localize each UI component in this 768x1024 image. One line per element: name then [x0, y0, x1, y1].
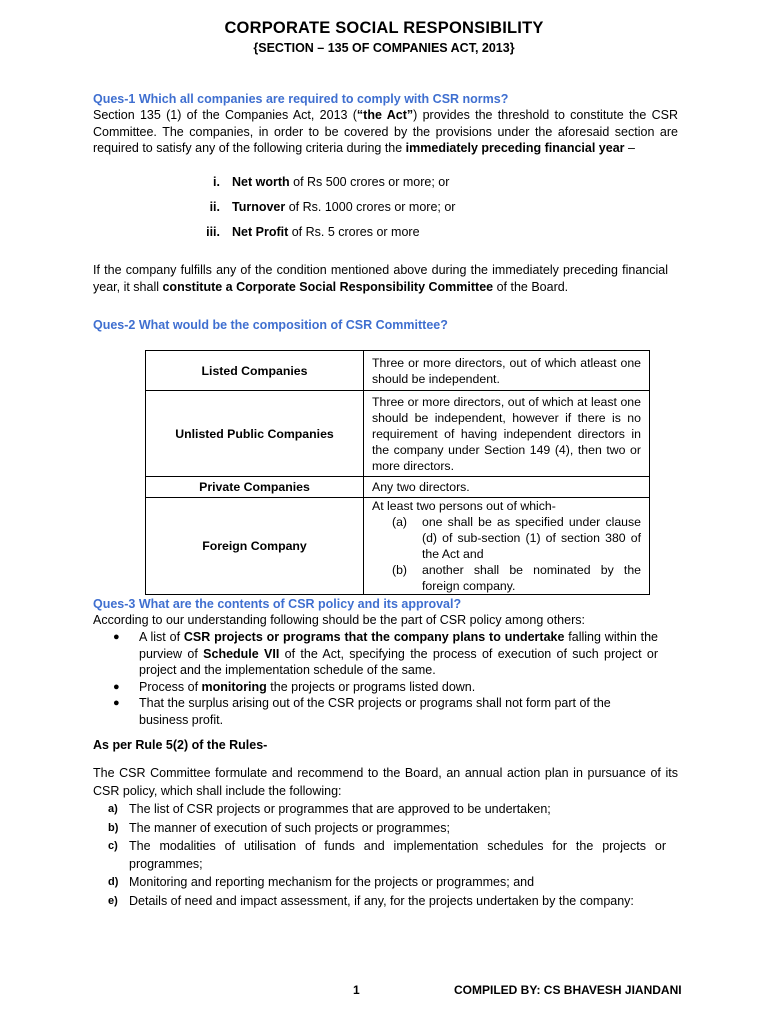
list-item: e) Details of need and impact assessment, if any, for the projects undertaken by the company:	[108, 893, 634, 908]
page-number: 1	[353, 983, 360, 997]
composition-cell: Three or more directors, out of which at least one should be independent, however if there is no requirement of having independent directors in the company under Section 149 (4), then two or more directors.	[364, 391, 650, 477]
criteria-list	[190, 174, 590, 249]
list-item: (b) another shall be nominated by the foreign company.	[392, 563, 641, 593]
action-plan-list	[108, 801, 666, 911]
table-row	[146, 498, 650, 595]
company-type-cell: Unlisted Public Companies	[146, 391, 364, 477]
question-1-heading: Ques-1 Which all companies are required to comply with CSR norms?	[93, 92, 509, 106]
list-item: c) The modalities of utilisation of funds and implementation schedules for the projects or programmes;	[108, 839, 666, 871]
company-type-cell: Foreign Company	[146, 498, 364, 595]
list-item: ● A list of CSR projects or programs that the company plans to undertake falling within the purview of Schedule VII of the Act, specifying the process of execution of such project or project and the implementation schedule of the same.	[113, 630, 658, 677]
rule-heading: As per Rule 5(2) of the Rules-	[93, 738, 268, 752]
company-type-cell: Listed Companies	[146, 351, 364, 391]
compiled-by: COMPILED BY: CS BHAVESH JIANDANI	[454, 983, 682, 997]
question-1-intro: Section 135 (1) of the Companies Act, 2013 (“the Act”) provides the threshold to constitute the CSR Committee. The companies, in order to be covered by the provisions under the aforesaid section are required to satisfy any of the following criteria during the immediately preceding financial year –	[93, 108, 679, 155]
list-item: ● Process of monitoring the projects or programs listed down.	[113, 679, 476, 694]
document-subtitle: {SECTION – 135 OF COMPANIES ACT, 2013}	[253, 41, 515, 55]
table-row	[146, 391, 650, 477]
foreign-company-sublist	[372, 514, 641, 594]
question-3-intro: According to our understanding following should be the part of CSR policy among others:	[93, 613, 585, 627]
criteria-number: i.	[213, 175, 220, 189]
criteria-item: ii. Turnover of Rs. 1000 crores or more; or	[190, 199, 590, 224]
list-item: ● That the surplus arising out of the CSR projects or programs shall not form part of the business profit.	[113, 696, 611, 727]
list-item: (a) one shall be as specified under clause (d) of sub-section (1) of section 380 of the Act and	[392, 515, 641, 561]
table-row	[146, 477, 650, 498]
composition-cell: Any two directors.	[364, 477, 650, 498]
company-type-cell: Private Companies	[146, 477, 364, 498]
criteria-item: iii. Net Profit of Rs. 5 crores or more	[190, 224, 590, 249]
list-item: b) The manner of execution of such projects or programmes;	[108, 820, 450, 835]
question-3-heading: Ques-3 What are the contents of CSR policy and its approval?	[93, 597, 462, 611]
committee-composition-table	[145, 350, 650, 595]
question-2-heading: Ques-2 What would be the composition of CSR Committee?	[93, 318, 448, 332]
composition-cell: Three or more directors, out of which atleast one should be independent.	[364, 351, 650, 391]
composition-cell: At least two persons out of which- (a) one shall be as specified under clause (d) of sub-section (1) of section 380 of the Act and (b) another shall be nominated by the foreign company.	[364, 498, 650, 595]
criteria-number: iii.	[206, 225, 220, 239]
document-title: CORPORATE SOCIAL RESPONSIBILITY	[224, 19, 544, 37]
list-item: a) The list of CSR projects or programmes that are approved to be undertaken;	[108, 802, 551, 816]
question-1-conclusion: If the company fulfills any of the condition mentioned above during the immediately preceding financial year, it shall constitute a Corporate Social Responsibility Committee of the Board.	[93, 263, 668, 294]
list-item: d) Monitoring and reporting mechanism for the projects or programmes; and	[108, 875, 535, 889]
criteria-number: ii.	[209, 200, 220, 214]
csr-policy-bullets	[113, 629, 658, 728]
table-row	[146, 351, 650, 391]
criteria-item: i. Net worth of Rs 500 crores or more; or	[190, 174, 590, 199]
rule-intro: The CSR Committee formulate and recommend to the Board, an annual action plan in pursuance of its CSR policy, which shall include the following:	[93, 766, 678, 798]
